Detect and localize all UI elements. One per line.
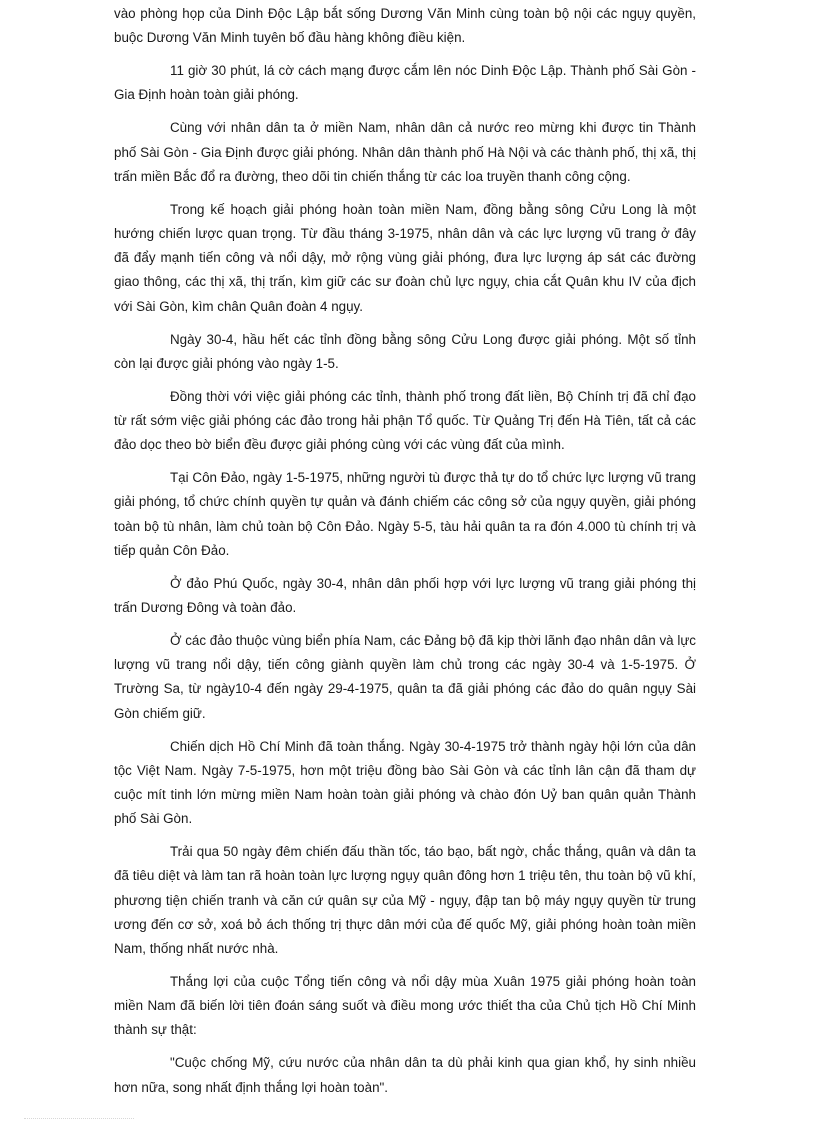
paragraph-4: Trong kế hoạch giải phóng hoàn toàn miền Nam, đồng bằng sông Cửu Long là một hướng chiến lược quan trọng. Từ đầu tháng 3-1975, nhân dân và các lực lượng vũ trang ở đây đã đẩy mạnh tiến công và nổi dậy, mở rộng vùng giải phóng, đưa lực lượng áp sát các đường giao thông, các thị xã, thị trấn, kìm giữ các sư đoàn chủ lực ngụy, chia cắt Quân khu IV của địch với Sài Gòn, kìm chân Quân đoàn 4 ngụy.: [114, 201, 696, 314]
paragraph-8: Ở đảo Phú Quốc, ngày 30-4, nhân dân phối hợp với lực lượng vũ trang giải phóng thị trấn Dương Đông và toàn đảo.: [114, 575, 696, 616]
paragraph-5: Ngày 30-4, hầu hết các tỉnh đồng bằng sông Cửu Long được giải phóng. Một số tỉnh còn lại được giải phóng vào ngày 1-5.: [114, 331, 696, 371]
paragraph-7: Tại Côn Đảo, ngày 1-5-1975, những người tù được thả tự do tổ chức lực lượng vũ trang giải phóng, tổ chức chính quyền tự quản và đánh chiếm các công sở của ngụy quyền, giải phóng toàn bộ tù nhân, làm chủ toàn bộ Côn Đảo. Ngày 5-5, tàu hải quân ta ra đón 4.000 tù chính trị và tiếp quản Côn Đảo.: [114, 470, 696, 558]
paragraph-9: Ở các đảo thuộc vùng biển phía Nam, các Đảng bộ đã kịp thời lãnh đạo nhân dân và lực lượng vũ trang nổi dậy, tiến công giành quyền làm chủ trong các ngày 30-4 và 1-5-1975. Ở Trường Sa, từ ngày10-4 đến ngày 29-4-1975, quân ta đã giải phóng các đảo do quân ngụy Sài Gòn chiếm giữ.: [114, 633, 696, 721]
paragraph-11: Trải qua 50 ngày đêm chiến đấu thần tốc, táo bạo, bất ngờ, chắc thắng, quân và dân ta đã tiêu diệt và làm tan rã hoàn toàn lực lượng ngụy quân đông hơn 1 triệu tên, thu toàn bộ vũ khí, phương tiện chiến tranh và căn cứ quân sự của Mỹ - ngụy, đập tan bộ máy ngụy quyền từ trung ương đến cơ sở, xoá bỏ ách thống trị thực dân mới của đế quốc Mỹ, giải phóng hoàn toàn miền Nam, thống nhất nước nhà.: [114, 844, 696, 957]
paragraph-6: Đồng thời với việc giải phóng các tỉnh, thành phố trong đất liền, Bộ Chính trị đã chỉ đạo từ rất sớm việc giải phóng các đảo trong hải phận Tổ quốc. Từ Quảng Trị đến Hà Tiên, tất cả các đảo dọc theo bờ biển đều được giải phóng cùng với các vùng đất của mình.: [114, 388, 696, 453]
footer-divider: [24, 1118, 134, 1119]
paragraph-13-quote: "Cuộc chống Mỹ, cứu nước của nhân dân ta dù phải kinh qua gian khổ, hy sinh nhiều hơn nữa, song nhất định thắng lợi hoàn toàn".: [114, 1055, 696, 1095]
paragraph-10: Chiến dịch Hồ Chí Minh đã toàn thắng. Ngày 30-4-1975 trở thành ngày hội lớn của dân tộc Việt Nam. Ngày 7-5-1975, hơn một triệu đồng bào Sài Gòn và các tỉnh lân cận đã tham dự cuộc mít tinh lớn mừng miền Nam hoàn toàn giải phóng và chào đón Uỷ ban quân quản Thành phố Sài Gòn.: [114, 738, 696, 827]
paragraph-2: 11 giờ 30 phút, lá cờ cách mạng được cắm lên nóc Dinh Độc Lập. Thành phố Sài Gòn - Gia Định hoàn toàn giải phóng.: [114, 63, 696, 103]
document-body: [114, 2, 696, 1109]
paragraph-1: vào phòng họp của Dinh Độc Lập bắt sống Dương Văn Minh cùng toàn bộ nội các ngụy quyền, buộc Dương Văn Minh tuyên bố đầu hàng không điều kiện.: [114, 6, 696, 46]
paragraph-3: Cùng với nhân dân ta ở miền Nam, nhân dân cả nước reo mừng khi được tin Thành phố Sài Gòn - Gia Định được giải phóng. Nhân dân thành phố Hà Nội và các thành phố, thị xã, thị trấn miền Bắc đổ ra đường, theo dõi tin chiến thắng từ các loa truyền thanh công cộng.: [114, 120, 696, 184]
paragraph-12: Thắng lợi của cuộc Tổng tiến công và nổi dậy mùa Xuân 1975 giải phóng hoàn toàn miền Nam đã biến lời tiên đoán sáng suốt và điều mong ước thiết tha của Chủ tịch Hồ Chí Minh thành sự thật:: [114, 974, 696, 1038]
